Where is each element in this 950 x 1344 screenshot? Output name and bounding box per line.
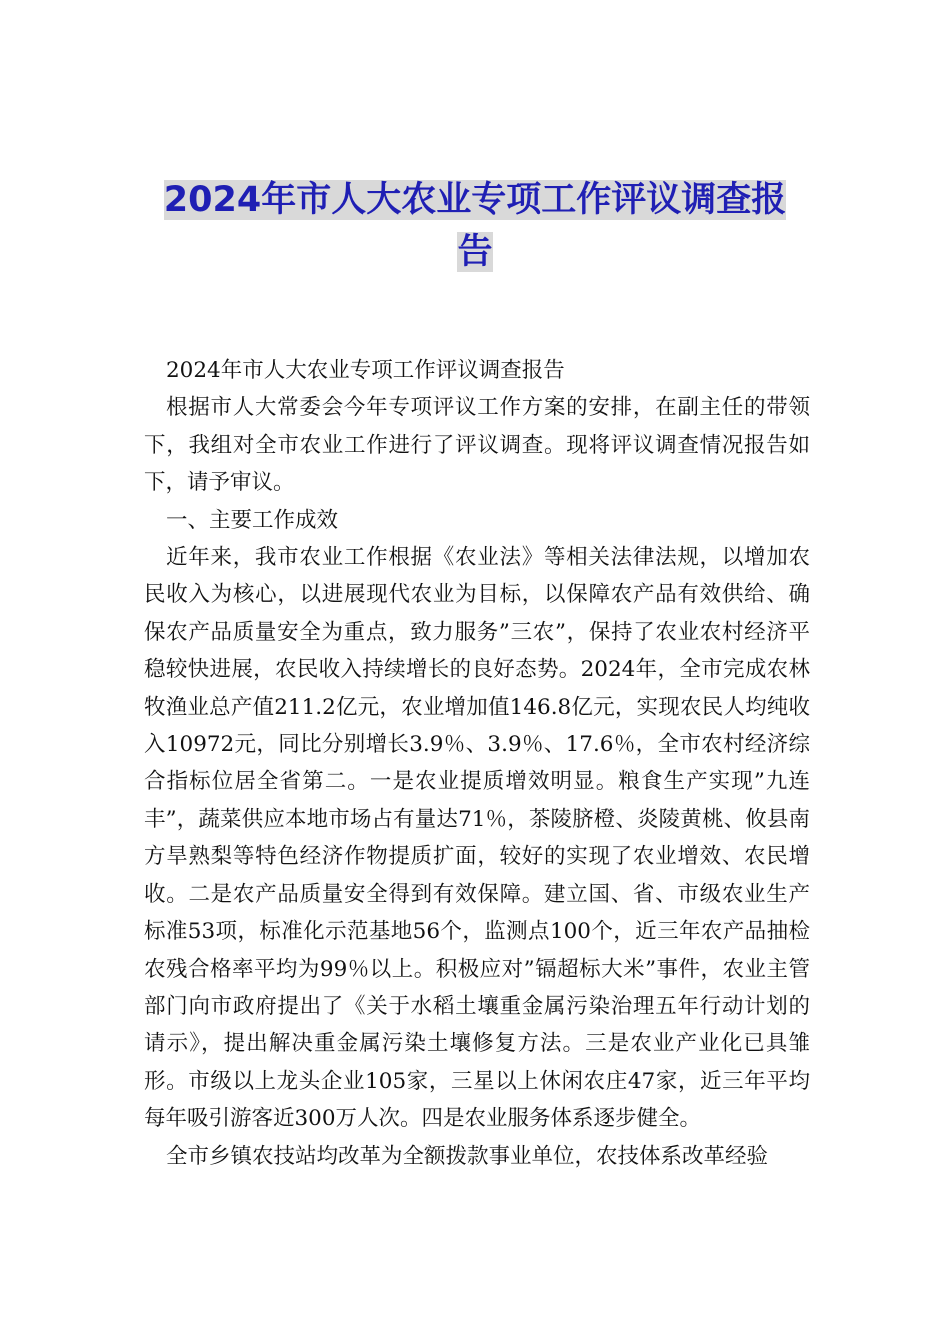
body-paragraph-intro: 根据市人大常委会今年专项评议工作方案的安排，在副主任的带领下，我组对全市农业工作进行了评议调查。现将评议调查情况报告如下，请予审议。 — [144, 395, 810, 496]
document-title-line-2: 告 — [457, 232, 493, 272]
body-paragraph-continued: 全市乡镇农技站均改革为全额拨款事业单位，农技体系改革经验 — [166, 1143, 769, 1169]
body-paragraph-subtitle: 2024年市人大农业专项工作评议调查报告 — [166, 358, 565, 383]
document-title-line-1: 2024年市人大农业专项工作评议调查报 — [163, 180, 787, 220]
document-body — [144, 352, 810, 1175]
body-paragraph-achievements: 近年来，我市农业工作根据《农业法》等相关法律法规，以增加农民收入为核心，以进展现代农业为目标，以保障农产品有效供给、确保农产品质量安全为重点，致力服务”三农”，保持了农业农村经济平稳较快进展，农民收入持续增长的良好态势。2024年，全市完成农林牧渔业总产值211.2亿元，农业增加值146.8亿元，实现农民人均纯收入10972元，同比分别增长3.9％、3.9％、17.6％，全市农村经济综合指标位居全省第二。一是农业提质增效明显。粮食生产实现”九连丰”，蔬菜供应本地市场占有量达71％，茶陵脐橙、炎陵黄桃、攸县南方旱熟梨等特色经济作物提质扩面，较好的实现了农业增效、农民增收。二是农产品质量安全得到有效保障。建立国、省、市级农业生产标准53项，标准化示范基地56个，监测点100个，近三年农产品抽检农残合格率平均为99％以上。积极应对”镉超标大米”事件，农业主管部门向市政府提出了《关于水稻土壤重金属污染治理五年行动计划的请示》，提出解决重金属污染土壤修复方法。三是农业产业化已具雏形。市级以上龙头企业105家，三星以上休闲农庄47家，近三年平均每年吸引游客近300万人次。四是农业服务体系逐步健全。 — [144, 545, 810, 1132]
document-title — [140, 174, 810, 278]
section-heading-main-achievements: 一、主要工作成效 — [166, 507, 339, 533]
